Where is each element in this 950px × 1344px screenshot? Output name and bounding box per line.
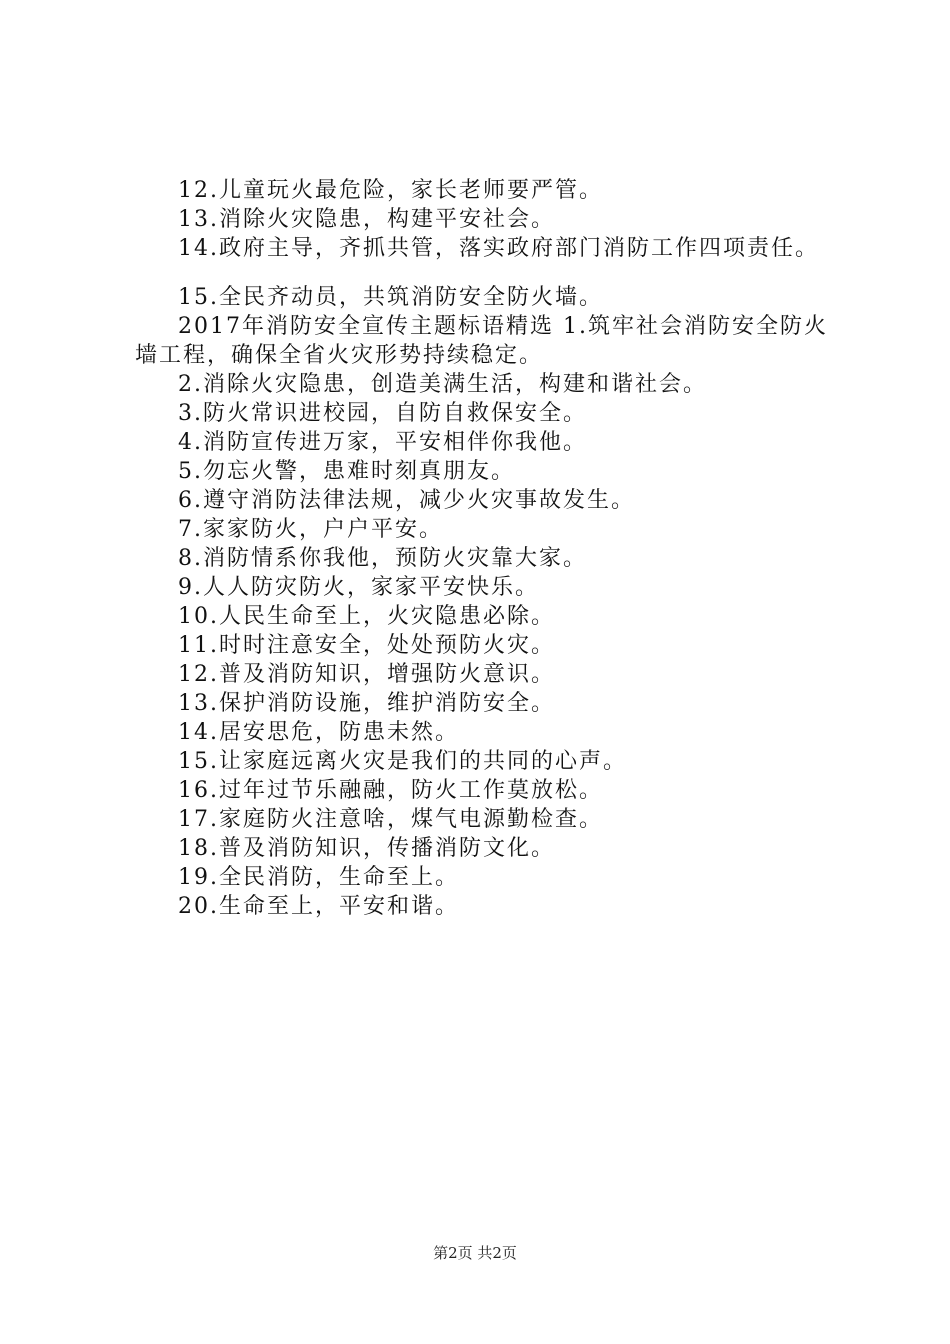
slogan-line: 2.消除火灾隐患，创造美满生活，构建和谐社会。 — [178, 372, 707, 397]
slogan-line: 15.全民齐动员，共筑消防安全防火墙。 — [178, 285, 603, 310]
slogan-line: 16.过年过节乐融融，防火工作莫放松。 — [178, 778, 603, 803]
section-heading-paragraph: 2017年消防安全宣传主题标语精选 1.筑牢社会消防安全防火墙工程，确保全省火灾形势持续稳定。 — [135, 314, 828, 368]
slogan-line: 8.消防情系你我他，预防火灾靠大家。 — [178, 546, 587, 571]
slogan-line: 11.时时注意安全，处处预防火灾。 — [178, 633, 555, 658]
slogan-line: 12.普及消防知识，增强防火意识。 — [178, 662, 555, 687]
slogan-line: 19.全民消防，生命至上。 — [178, 865, 459, 890]
slogan-line: 13.消除火灾隐患，构建平安社会。 — [178, 207, 555, 232]
slogan-line: 13.保护消防设施，维护消防安全。 — [178, 691, 555, 716]
slogan-line: 7.家家防火，户户平安。 — [178, 517, 443, 542]
slogan-line: 10.人民生命至上，火灾隐患必除。 — [178, 604, 555, 629]
page-number-footer: 第2页 共2页 — [433, 1244, 517, 1262]
slogan-line: 14.政府主导，齐抓共管，落实政府部门消防工作四项责任。 — [178, 236, 819, 261]
paragraph-gap — [135, 263, 855, 283]
slogan-line: 4.消防宣传进万家，平安相伴你我他。 — [178, 430, 587, 455]
slogan-line: 3.防火常识进校园，自防自救保安全。 — [178, 401, 587, 426]
slogan-line: 14.居安思危，防患未然。 — [178, 720, 459, 745]
slogan-line: 18.普及消防知识，传播消防文化。 — [178, 836, 555, 861]
slogan-line: 5.勿忘火警，患难时刻真朋友。 — [178, 459, 515, 484]
slogan-line: 15.让家庭远离火灾是我们的共同的心声。 — [178, 749, 627, 774]
slogan-line: 17.家庭防火注意啥，煤气电源勤检查。 — [178, 807, 603, 832]
slogan-line: 12.儿童玩火最危险，家长老师要严管。 — [178, 178, 603, 203]
document-body — [135, 176, 855, 921]
slogan-line: 9.人人防灾防火，家家平安快乐。 — [178, 575, 539, 600]
slogan-line: 6.遵守消防法律法规，减少火灾事故发生。 — [178, 488, 635, 513]
slogan-line: 20.生命至上，平安和谐。 — [178, 894, 459, 919]
